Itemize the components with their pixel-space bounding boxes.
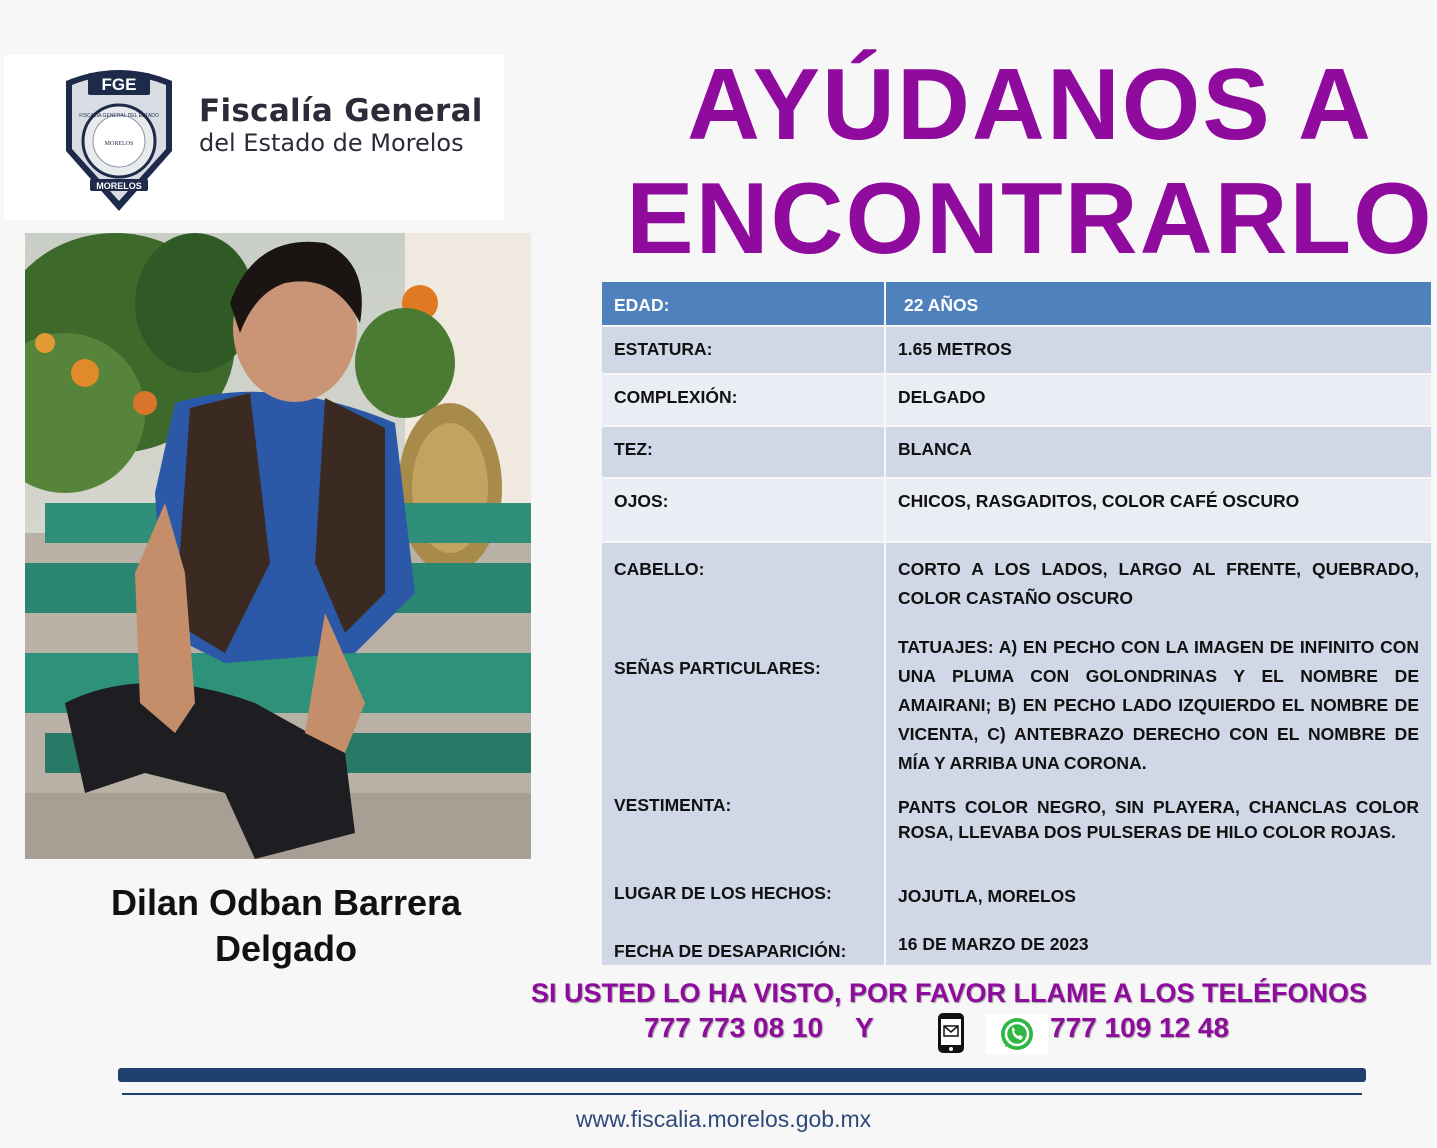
complexion-value: DELGADO [886, 375, 1431, 425]
estatura-label: ESTATURA: [602, 327, 884, 373]
table-row [602, 543, 1431, 965]
agency-logo-block [4, 55, 504, 220]
ojos-label: OJOS: [602, 479, 884, 541]
cabello-value: CORTO A LOS LADOS, LARGO AL FRENTE, QUEBRADO, COLOR CASTAÑO OSCURO [898, 559, 1419, 608]
vestimenta-value: PANTS COLOR NEGRO, SIN PLAYERA, CHANCLAS COLOR ROSA, LLEVABA DOS PULSERAS DE HILO COLOR ROJAS. [898, 797, 1419, 842]
cabello-label: CABELLO: [614, 559, 705, 579]
whatsapp-icon [986, 1014, 1048, 1054]
phone-number-1[interactable]: 777 773 08 10 [644, 1012, 824, 1043]
agency-name: Fiscalía General [199, 93, 483, 129]
footer-divider-thin [122, 1093, 1362, 1095]
tez-label: TEZ: [602, 427, 884, 477]
missing-person-photo [25, 233, 531, 859]
phone-number-2[interactable]: 777 109 12 48 [1050, 1012, 1230, 1043]
table-row [602, 375, 1431, 425]
details-values-cell [886, 543, 1431, 965]
table-row [602, 327, 1431, 373]
missing-person-name [60, 880, 512, 972]
table-row [602, 427, 1431, 477]
fecha-label: FECHA DE DESAPARICIÓN: [614, 941, 847, 961]
mobile-phone-icon [936, 1012, 966, 1054]
lugar-value: JOJUTLA, MORELOS [898, 886, 1076, 906]
person-name-line-1: Dilan Odban Barrera [110, 882, 462, 923]
phone-conjunction: Y [855, 1012, 874, 1043]
person-details-table [600, 280, 1433, 967]
details-labels-cell [602, 543, 884, 965]
edad-value: 22 AÑOS [886, 282, 1431, 325]
edad-label: EDAD: [602, 282, 884, 325]
svg-text:FGE: FGE [101, 75, 137, 94]
headline-line-1: AYÚDANOS A [687, 49, 1373, 161]
estatura-value: 1.65 METROS [886, 327, 1431, 373]
svg-text:MORELOS: MORELOS [104, 141, 134, 147]
person-name-line-2: Delgado [214, 928, 357, 969]
fge-badge-icon [58, 61, 180, 211]
complexion-label: COMPLEXIÓN: [602, 375, 884, 425]
vestimenta-label: VESTIMENTA: [614, 795, 732, 815]
ojos-value: CHICOS, RASGADITOS, COLOR CAFÉ OSCURO [886, 479, 1431, 541]
svg-text:FISCALÍA GENERAL DEL ESTADO: FISCALÍA GENERAL DEL ESTADO [79, 113, 159, 119]
fecha-value: 16 DE MARZO DE 2023 [898, 934, 1089, 954]
headline-line-2: ENCONTRARLO [626, 163, 1434, 275]
agency-subtitle: del Estado de Morelos [199, 129, 464, 157]
table-row [602, 479, 1431, 541]
senas-label: SEÑAS PARTICULARES: [614, 658, 821, 678]
table-row [602, 282, 1431, 325]
svg-text:MORELOS: MORELOS [96, 181, 142, 191]
headline [620, 48, 1437, 276]
tez-value: BLANCA [886, 427, 1431, 477]
footer-divider-thick [118, 1068, 1366, 1082]
contact-call-to-action: SI USTED LO HA VISTO, POR FAVOR LLAME A LOS TELÉFONOS [530, 978, 1368, 1008]
lugar-label: LUGAR DE LOS HECHOS: [614, 883, 832, 903]
website-link[interactable]: www.fiscalia.morelos.gob.mx [575, 1106, 872, 1132]
senas-value: TATUAJES: A) EN PECHO CON LA IMAGEN DE INFINITO CON UNA PLUMA CON GOLONDRINAS Y EL NOMBRE DE AMAIRANI; B) EN PECHO LADO IZQUIERDO EL NOMBRE DE VICENTA, C) ANTEBRAZO DERECHO CON EL NOMBRE DE MÍA Y ARRIBA UNA CORONA. [898, 637, 1419, 773]
